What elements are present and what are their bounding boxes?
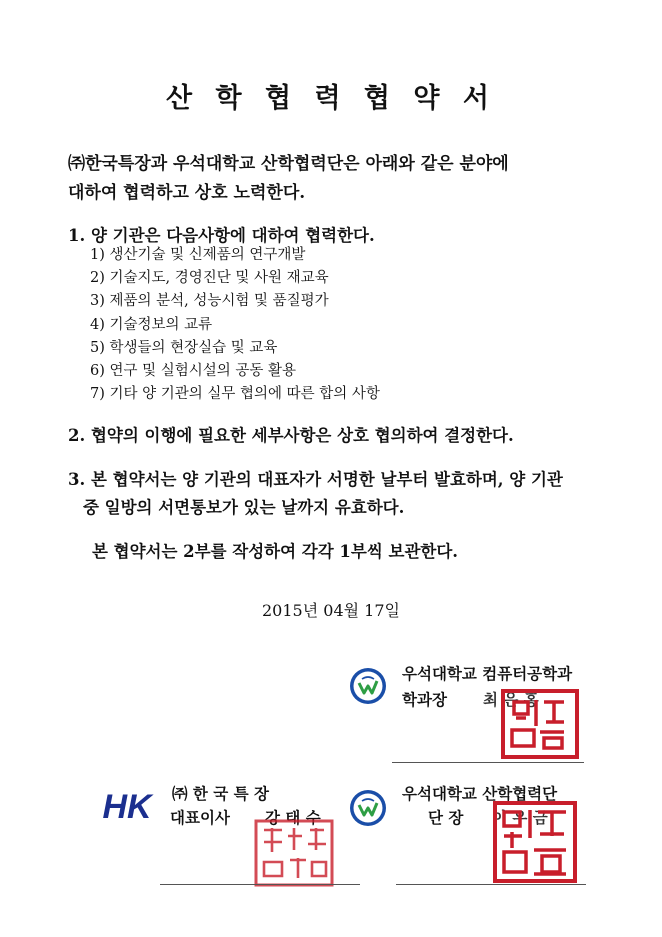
section-2: 2. 협약의 이행에 필요한 세부사항은 상호 협의하여 결정한다.: [68, 426, 514, 445]
copies-statement: 본 협약서는 2부를 작성하여 각각 1부씩 보관한다.: [92, 542, 459, 561]
company-seal-icon: [252, 818, 336, 888]
dept-signatory-role: 학과장: [402, 690, 447, 709]
list-item: 1) 생산기술 및 신제품의 연구개발: [90, 247, 306, 263]
section-3-line-1: 3. 본 협약서는 양 기관의 대표자가 서명한 날부터 발효하며, 양 기관: [68, 470, 563, 489]
university-signatory-role: 단 장: [428, 808, 464, 827]
university-emblem-icon: [348, 788, 388, 828]
company-signature-line: [160, 884, 360, 885]
agreement-date: 2015년 04월 17일: [262, 601, 400, 620]
svg-text:HK: HK: [102, 788, 152, 823]
university-org-name: 우석대학교 산학협력단: [402, 784, 558, 803]
university-signatory-name: 이 우 금: [492, 808, 548, 827]
dept-org-name: 우석대학교 컴퓨터공학과: [402, 664, 573, 683]
section-3: [68, 466, 638, 522]
company-signatory-name: 강 태 수: [265, 808, 321, 827]
section-1-heading: 1. 양 기관은 다음사항에 대하여 협력한다.: [68, 226, 375, 245]
dept-signatory-name: 최 은 홍: [483, 690, 539, 709]
list-item: 2) 기술지도, 경영진단 및 사원 재교육: [90, 270, 329, 287]
cooperation-items-list: [90, 244, 380, 406]
dept-signature-line: [392, 762, 584, 763]
list-item: 4) 기술정보의 교류: [90, 316, 213, 333]
list-item: 3) 제품의 분석, 성능시험 및 품질평가: [90, 293, 329, 310]
university-emblem-icon: [348, 666, 388, 706]
dept-head-seal-icon: [500, 688, 580, 760]
document-title: 산 학 협 력 협 약 서: [166, 83, 496, 114]
company-name: ㈜ 한 국 특 장: [172, 784, 269, 803]
list-item: 5) 학생들의 현장실습 및 교육: [90, 339, 278, 356]
list-item: 7) 기타 양 기관의 실무 협의에 따른 합의 사항: [90, 386, 380, 403]
intro-line-2: 대하여 협력하고 상호 노력한다.: [68, 183, 306, 203]
list-item: 6) 연구 및 실험시설의 공동 활용: [90, 363, 297, 380]
university-signature-line: [396, 884, 586, 885]
company-signatory-role: 대표이사: [170, 808, 230, 827]
university-seal-icon: [492, 800, 578, 884]
hankook-teukjang-logo-icon: [100, 788, 155, 823]
intro-paragraph: [68, 150, 628, 208]
section-3-line-2: 중 일방의 서면통보가 있는 날까지 유효하다.: [83, 498, 405, 517]
intro-line-1: ㈜한국특장과 우석대학교 산학협력단은 아래와 같은 분야에: [68, 154, 509, 174]
